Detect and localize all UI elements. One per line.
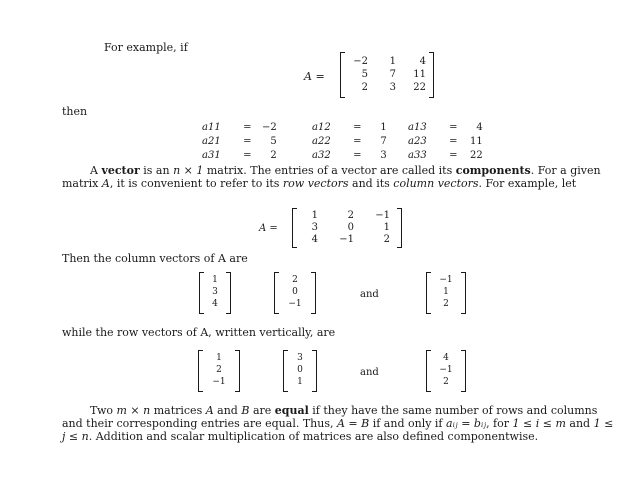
matrix1-label: A = [304,70,325,83]
matrix2-cell: 2 [383,234,390,245]
matrix1-left-bracket [340,52,345,98]
column-vector-1 [199,272,231,314]
entry-value: 4 [476,122,483,133]
matrix2-cell: 0 [347,222,354,233]
vector-definition-paragraph: A vector is an n × 1 matrix. The entries of a vector are called its components. For a given matrix A, it is convenient to refer to its row vectors and its column vectors. For example, let [62,164,601,190]
matrix2-cell: 3 [311,222,318,233]
vector-cell: 1 [297,377,303,387]
matrix1-cell: 1 [389,56,396,67]
row-vectors-intro: while the row vectors of A, written vertically, are [62,326,336,339]
entry-a32: a32 = 3 [312,150,387,161]
matrix-equality-paragraph: Two m × n matrices A and B are equal if they have the same number of rows and columns and their corresponding entries are equal. Thus, A = B if and only if aᵢⱼ = bᵢⱼ, for 1 ≤ i ≤ m and 1 ≤ j ≤ n. Addition and scalar multiplication of matrices are also defined componentwise. [62,404,614,443]
entry-value: 5 [270,136,277,147]
row-vector-1 [198,350,240,392]
matrix2-cell: 2 [347,210,354,221]
entry-name: a33 [408,150,427,161]
entry-a12: a12 = 1 [312,122,387,133]
entry-a11: a11 = −2 [202,122,277,133]
vector-cell: 1 [212,275,218,285]
intro-text: For example, if [104,41,188,54]
matrix1 [340,52,434,98]
matrix1-right-bracket [429,52,434,98]
column-vector-3 [426,272,466,314]
matrix2-label: A = [259,223,278,234]
entry-name: a22 [312,136,331,147]
row-vector-2 [283,350,317,392]
then-text: then [62,105,88,118]
entry-a21: a21 = 5 [202,136,277,147]
vector-cell: 4 [443,353,449,363]
vector-cell: 0 [297,365,303,375]
vector-cell: 4 [212,299,218,309]
entry-a13: a13 = 4 [408,122,483,133]
matrix1-cell: 7 [389,69,396,80]
vector-cell: 2 [292,275,298,285]
matrix1-cell: 22 [413,82,426,93]
column-vector-2 [274,272,316,314]
matrix1-cell: 4 [419,56,426,67]
vector-cell: 2 [443,377,449,387]
vector-cell: 2 [443,299,449,309]
entry-name: a32 [312,150,331,161]
entry-name: a11 [202,122,221,133]
matrix2-left-bracket [292,208,297,248]
entry-value: 7 [380,136,387,147]
matrix2-cell: 4 [311,234,318,245]
entry-name: a31 [202,150,221,161]
vector-cell: 1 [216,353,222,363]
matrix2-right-bracket [397,208,402,248]
entry-a33: a33 = 22 [408,150,483,161]
vector-cell: −1 [439,365,453,375]
entry-name: a13 [408,122,427,133]
entry-a23: a23 = 11 [408,136,483,147]
entry-name: a23 [408,136,427,147]
matrix2 [292,208,402,248]
matrix2-cell: −1 [375,210,390,221]
entry-name: a21 [202,136,221,147]
entry-a31: a31 = 2 [202,150,277,161]
and-word: and [360,367,379,378]
matrix1-cell: 11 [413,69,426,80]
vector-cell: 1 [443,287,449,297]
vector-cell: −1 [212,377,226,387]
entry-value: 22 [470,150,483,161]
vector-cell: −1 [288,299,302,309]
vector-cell: 3 [212,287,218,297]
vector-cell: 0 [292,287,298,297]
entry-name: a12 [312,122,331,133]
matrix2-cell: 1 [383,222,390,233]
entry-value: 2 [270,150,277,161]
matrix1-cell: 2 [361,82,368,93]
vector-cell: 2 [216,365,222,375]
matrix1-cell: 5 [361,69,368,80]
and-word: and [360,289,379,300]
vector-cell: −1 [439,275,453,285]
entry-value: 3 [380,150,387,161]
matrix2-cell: −1 [339,234,354,245]
vector-cell: 3 [297,353,303,363]
matrix1-cell: 3 [389,82,396,93]
row-vector-3 [426,350,466,392]
entry-value: −2 [262,122,277,133]
matrix1-cell: −2 [353,56,368,67]
entry-value: 1 [380,122,387,133]
entry-value: 11 [470,136,483,147]
entry-a22: a22 = 7 [312,136,387,147]
matrix2-cell: 1 [311,210,318,221]
column-vectors-intro: Then the column vectors of A are [62,252,248,265]
